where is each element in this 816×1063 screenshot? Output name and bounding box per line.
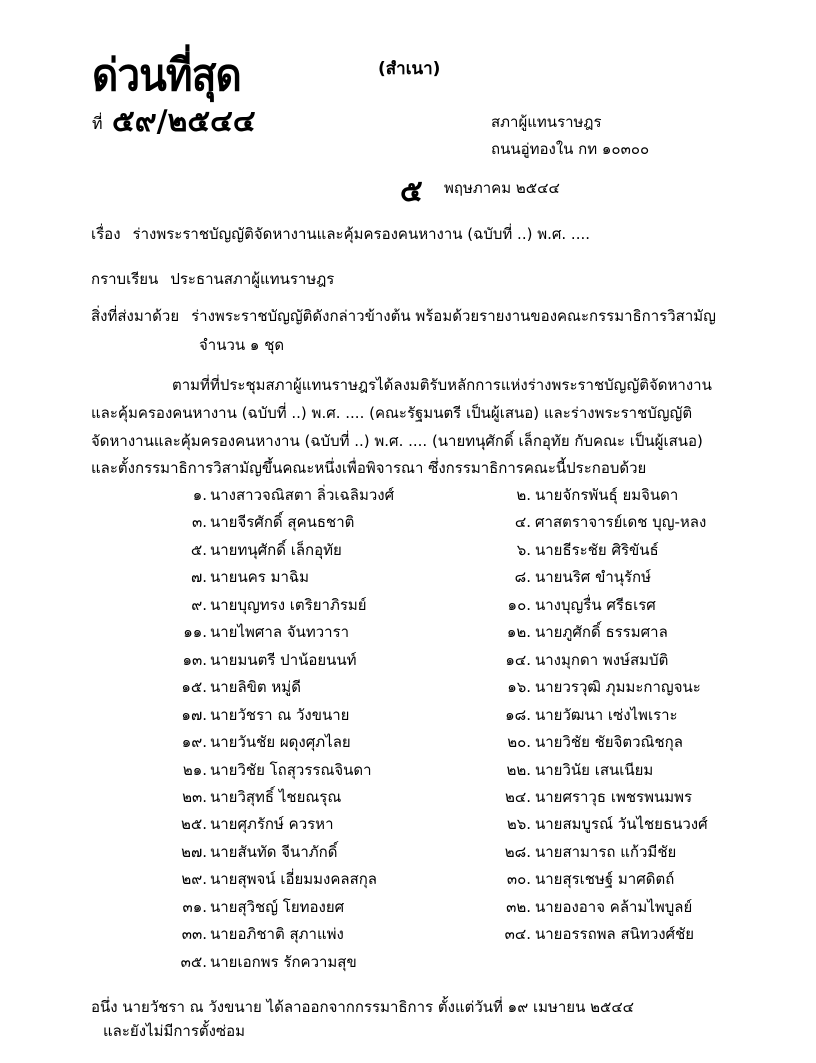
subject-line xyxy=(91,222,590,246)
member-number: ๒๓. xyxy=(182,788,207,806)
member-name: นางมุกดา พงษ์สมบัติ xyxy=(535,651,669,669)
member-number: ๓๔. xyxy=(504,925,531,943)
member-name: นายทนุศักดิ์ เล็กอุทัย xyxy=(210,541,342,559)
salutation-label: กราบเรียน xyxy=(91,270,159,288)
member-name: นายอภิชาติ สุภาแพ่ง xyxy=(210,925,344,943)
member-number: ๒๐. xyxy=(507,733,531,751)
salutation-text: ประธานสภาผู้แทนราษฎร xyxy=(170,270,335,288)
body-line-3: จัดหางานและคุ้มครองคนหางาน (ฉบับที่ ..) พ.ศ. .... (นายทนุศักดิ์ เล็กอุทัย กับคณะ เป็นผู้เสนอ) xyxy=(91,432,703,450)
subject-label: เรื่อง xyxy=(91,225,121,243)
member-number: ๒๒. xyxy=(506,761,531,779)
member-number: ๒๙. xyxy=(181,870,207,888)
footer-line-2: และยังไม่มีการตั้งซ่อม xyxy=(103,1022,246,1040)
member-name: นายวันชัย ผดุงศุภไลย xyxy=(210,733,351,751)
member-number: ๑๘. xyxy=(505,706,531,724)
date-month-year: พฤษภาคม ๒๕๔๔ xyxy=(444,179,560,197)
member-number: ๑๓. xyxy=(182,651,207,669)
member-name: นายลิขิต หมู่ดี xyxy=(210,678,301,696)
member-number: ๓๒. xyxy=(506,898,531,916)
member-name: นายมนตรี ปาน้อยนนท์ xyxy=(210,651,357,669)
body-line-1: ตามที่ที่ประชุมสภาผู้แทนราษฎรได้ลงมติรับหลักการแห่งร่างพระราชบัญญัติจัดหางาน xyxy=(172,376,712,394)
enclosure-quantity: จำนวน ๑ ชุด xyxy=(199,336,285,354)
member-number: ๑๕. xyxy=(181,678,207,696)
member-name: นายภูศักดิ์ ธรรมศาล xyxy=(535,623,668,641)
member-name: นายเอกพร รักความสุข xyxy=(210,953,357,971)
member-number: ๗. xyxy=(190,568,207,586)
member-number: ๓๕. xyxy=(180,953,207,971)
member-number: ๒๔. xyxy=(504,788,531,806)
member-number: ๓๓. xyxy=(181,925,207,943)
enclosure-label: สิ่งที่ส่งมาด้วย xyxy=(91,307,180,325)
member-name: นายวัชรา ณ วังขนาย xyxy=(210,706,350,724)
salutation-line xyxy=(91,267,334,291)
body-line-2: และคุ้มครองคนหางาน (ฉบับที่ ..) พ.ศ. .... (คณะรัฐมนตรี เป็นผู้เสนอ) และร่างพระราชบัญญัติ xyxy=(91,404,693,422)
copy-mark: (สำเนา) xyxy=(378,59,441,79)
member-name: นางสาวจณิสตา ลิ่วเฉลิมวงศ์ xyxy=(210,486,395,504)
member-name: นายสุพจน์ เอี่ยมมงคลสกุล xyxy=(210,870,377,888)
member-name: นายจักรพันธุ์ ยมจินดา xyxy=(535,486,679,504)
address-line-2: ถนนอู่ทองใน กท ๑๐๓๐๐ xyxy=(491,140,650,158)
member-name: นางบุญรื่น ศรีธเรศ xyxy=(535,596,656,614)
address-line-1: สภาผู้แทนราษฎร xyxy=(491,113,602,131)
subject-text: ร่างพระราชบัญญัติจัดหางานและคุ้มครองคนหางาน (ฉบับที่ ..) พ.ศ. .... xyxy=(132,225,591,243)
body-line-4: และตั้งกรรมาธิการวิสามัญขึ้นคณะหนึ่งเพื่อพิจารณา ซึ่งกรรมาธิการคณะนี้ประกอบด้วย xyxy=(91,459,647,477)
member-number: ๑๙. xyxy=(181,733,207,751)
member-number: ๓. xyxy=(191,513,207,531)
member-name: นายนริศ ขำนุรักษ์ xyxy=(535,568,652,586)
ref-label: ที่ xyxy=(92,114,103,133)
member-name: นายวรวุฒิ ภุมมะกาญจนะ xyxy=(535,678,701,696)
member-name: นายวัฒนา เซ่งไพเราะ xyxy=(535,706,678,724)
member-name: นายสันทัด จีนาภักดิ์ xyxy=(210,843,338,861)
member-name: นายบุญทรง เตริยาภิรมย์ xyxy=(210,596,367,614)
member-name: นายอรรถพล สนิทวงศ์ชัย xyxy=(535,925,695,943)
member-number: ๘. xyxy=(514,568,531,586)
enclosure-text: ร่างพระราชบัญญัติดังกล่าวข้างต้น พร้อมด้วยรายงานของคณะกรรมาธิการวิสามัญ xyxy=(191,307,716,325)
member-number: ๓๑. xyxy=(182,898,207,916)
member-name: นายจีรศักดิ์ สุคนธชาติ xyxy=(210,513,355,531)
member-name: นายองอาจ คล้ามไพบูลย์ xyxy=(535,898,693,916)
member-number: ๑๔. xyxy=(505,651,531,669)
member-number: ๔. xyxy=(514,513,531,531)
member-number: ๒๑. xyxy=(182,761,207,779)
member-name: นายวิสุทธิ์ ไชยณรุณ xyxy=(210,788,342,806)
member-number: ๖. xyxy=(516,541,531,559)
member-number: ๑๗. xyxy=(181,706,207,724)
member-name: นายวินัย เสนเนียม xyxy=(535,761,654,779)
member-number: ๑. xyxy=(192,486,207,504)
member-number: ๑๖. xyxy=(507,678,531,696)
member-number: ๒๕. xyxy=(180,815,207,833)
member-name: นายไพศาล จันทวารา xyxy=(210,623,350,641)
date-day: ๕ xyxy=(400,174,423,209)
ref-number: ๕๙/๒๕๔๔ xyxy=(112,104,256,139)
member-number: ๑๑. xyxy=(183,623,207,641)
member-number: ๒. xyxy=(516,486,531,504)
member-name: นายสุรเชษฐ์ มาศดิตถ์ xyxy=(535,870,675,888)
member-number: ๓๐. xyxy=(506,870,531,888)
urgency-stamp: ด่วนที่สุด xyxy=(92,50,241,101)
member-number: ๑๒. xyxy=(506,623,531,641)
member-name: นายสุวิชญ์ โยทองยศ xyxy=(210,898,345,916)
member-name: นายธีระชัย ศิริขันธ์ xyxy=(535,541,659,559)
member-name: นายศราวุธ เพชรพนมพร xyxy=(535,788,693,806)
member-name: นายสมบูรณ์ วันไชยธนวงศ์ xyxy=(535,815,708,833)
member-name: นายวิชัย โถสุวรรณจินดา xyxy=(210,761,372,779)
member-number: ๑๐. xyxy=(507,596,531,614)
enclosure-line xyxy=(91,304,716,328)
member-name: นายสามารถ แก้วมีชัย xyxy=(535,843,677,861)
member-number: ๒๖. xyxy=(506,815,531,833)
member-name: ศาสตราจารย์เดช บุญ-หลง xyxy=(535,513,707,531)
member-number: ๙. xyxy=(191,596,207,614)
footer-line-1: อนึ่ง นายวัชรา ณ วังขนาย ได้ลาออกจากกรรมาธิการ ตั้งแต่วันที่ ๑๙ เมษายน ๒๕๔๔ xyxy=(91,998,635,1016)
member-name: นายวิชัย ชัยจิตวณิชกุล xyxy=(535,733,683,751)
member-number: ๕. xyxy=(190,541,207,559)
member-number: ๒๗. xyxy=(181,843,207,861)
member-name: นายศุภรักษ์ ควรหา xyxy=(210,815,334,833)
member-name: นายนคร มาฉิม xyxy=(210,568,309,586)
member-number: ๒๘. xyxy=(504,843,531,861)
